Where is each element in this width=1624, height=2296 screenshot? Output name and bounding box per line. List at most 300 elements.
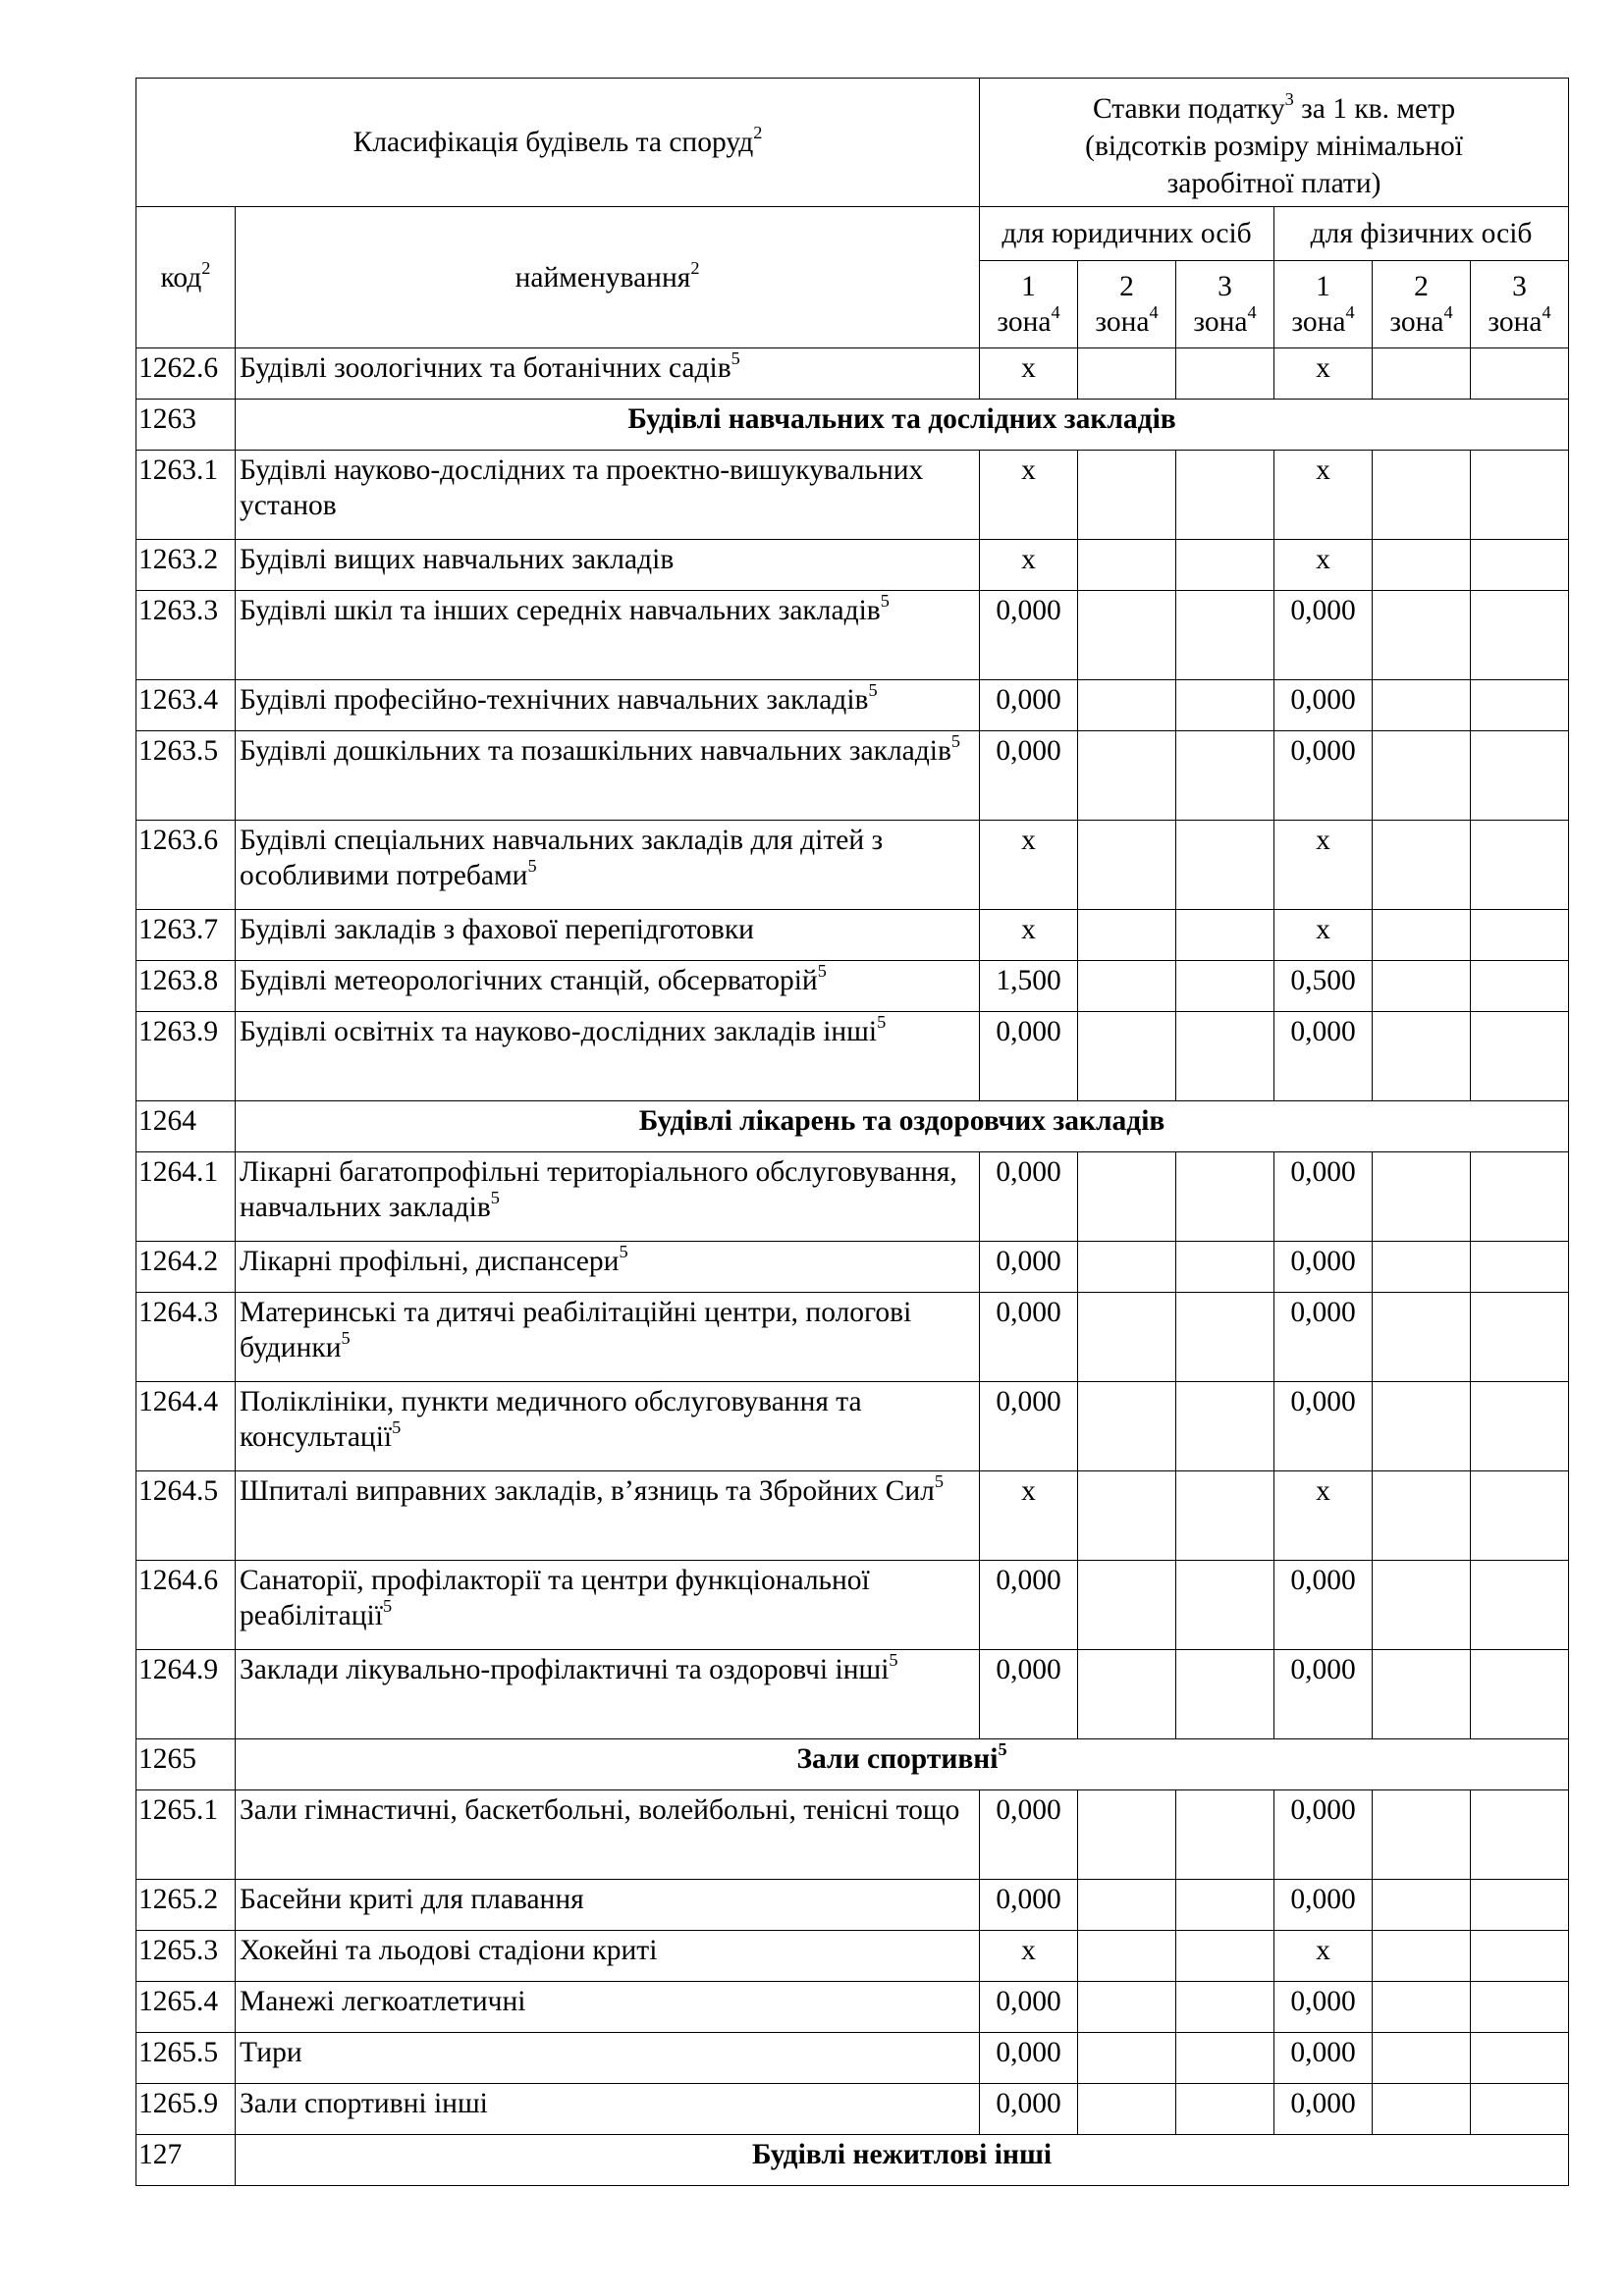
rates-header-unit: за 1 кв. метр [1293, 93, 1456, 125]
section-title [236, 2135, 1569, 2186]
code-cell: 1263.3 [136, 591, 236, 680]
individual-zone3-rate [1471, 1382, 1569, 1471]
table-row [136, 821, 1569, 910]
name-cell [236, 1931, 980, 1982]
zone-number: 2 [1119, 271, 1134, 302]
legal-zone2-rate [1078, 451, 1176, 540]
name-cell [236, 1880, 980, 1931]
footnote-marker: 5 [877, 1012, 887, 1033]
legal-zone3-rate [1176, 961, 1274, 1012]
name-cell [236, 2033, 980, 2084]
section-title [236, 1739, 1569, 1790]
legal-zone3-rate [1176, 2033, 1274, 2084]
legal-zone2-rate [1078, 1382, 1176, 1471]
individual-zone2-rate [1373, 1931, 1471, 1982]
footnote-marker: 5 [868, 680, 878, 701]
legal-zone1-rate: х [980, 1931, 1078, 1982]
footnote-marker: 5 [934, 1471, 944, 1492]
zone-number: 1 [1316, 271, 1330, 302]
footnote-marker: 5 [392, 1417, 402, 1438]
code-cell: 1265.4 [136, 1982, 236, 2033]
name-cell [236, 910, 980, 961]
legal-zone3-rate [1176, 821, 1274, 910]
code-cell: 1263.5 [136, 731, 236, 821]
code-cell: 1264.4 [136, 1382, 236, 1471]
table-row [136, 1152, 1569, 1242]
zone-header-legal-1 [980, 261, 1078, 348]
legal-zone1-rate: 0,000 [980, 591, 1078, 680]
individual-zone1-rate: 0,000 [1274, 2033, 1373, 2084]
legal-zone3-rate [1176, 591, 1274, 680]
footnote-marker: 5 [490, 1188, 500, 1208]
legal-zone1-rate: 0,000 [980, 1242, 1078, 1293]
table-row [136, 731, 1569, 821]
name-text: Басейни криті для плавання [240, 1884, 584, 1915]
code-cell: 1264 [136, 1101, 236, 1152]
code-cell: 127 [136, 2135, 236, 2186]
legal-zone1-rate: 0,000 [980, 1880, 1078, 1931]
name-text: Будівлі спеціальних навчальних закладів для дітей з особливими потребами [240, 825, 884, 891]
legal-zone1-rate: 0,000 [980, 2084, 1078, 2135]
individual-zone3-rate [1471, 591, 1569, 680]
legal-zone3-rate [1176, 2084, 1274, 2135]
legal-zone1-rate: 0,000 [980, 1382, 1078, 1471]
individual-zone2-rate [1373, 1242, 1471, 1293]
section-row [136, 1101, 1569, 1152]
legal-zone3-rate [1176, 1012, 1274, 1101]
name-text: Будівлі науково-дослідних та проектно-вишукувальних установ [240, 454, 924, 521]
individual-zone3-rate [1471, 1012, 1569, 1101]
zone-footnote: 4 [1149, 302, 1159, 323]
legal-zone2-rate [1078, 1790, 1176, 1880]
individual-zone1-rate: 0,000 [1274, 1880, 1373, 1931]
legal-zone3-rate [1176, 731, 1274, 821]
individual-zone1-rate: 0,000 [1274, 731, 1373, 821]
footnote-marker: 5 [880, 591, 890, 612]
legal-zone2-rate [1078, 1650, 1176, 1739]
table-row [136, 1012, 1569, 1101]
zone-header-legal-2 [1078, 261, 1176, 348]
name-text: Заклади лікувально-профілактичні та оздоровчі інші [240, 1654, 890, 1685]
name-text: Будівлі зоологічних та ботанічних садів [240, 352, 731, 384]
legal-zone3-rate [1176, 1982, 1274, 2033]
name-cell [236, 1293, 980, 1382]
zone-number: 3 [1512, 271, 1527, 302]
legal-zone1-rate: 1,500 [980, 961, 1078, 1012]
individual-zone2-rate [1373, 910, 1471, 961]
individual-zone3-rate [1471, 348, 1569, 400]
legal-zone3-rate [1176, 680, 1274, 731]
individual-zone3-rate [1471, 2033, 1569, 2084]
name-text: Будівлі освітніх та науково-дослідних закладів інші [240, 1016, 878, 1047]
legal-zone1-rate: 0,000 [980, 1790, 1078, 1880]
name-cell [236, 1982, 980, 2033]
name-cell [236, 1152, 980, 1242]
code-cell: 1265.3 [136, 1931, 236, 1982]
legal-zone2-rate [1078, 1471, 1176, 1561]
name-text: Зали гімнастичні, баскетбольні, волейбольні, тенісні тощо [240, 1794, 960, 1826]
footnote-marker: 5 [382, 1596, 393, 1617]
individual-zone3-rate [1471, 821, 1569, 910]
footnote-marker: 5 [950, 731, 961, 752]
name-header [236, 207, 980, 348]
legal-zone1-rate: 0,000 [980, 1152, 1078, 1242]
table-row [136, 1382, 1569, 1471]
individual-zone2-rate [1373, 1880, 1471, 1931]
legal-zone1-rate: х [980, 540, 1078, 591]
individual-zone3-rate [1471, 1152, 1569, 1242]
rates-header-line2: (відсотків розміру мінімальної [1085, 131, 1463, 162]
legal-entities-header: для юридичних осіб [980, 207, 1274, 261]
name-text: Будівлі метеорологічних станцій, обсерваторій [240, 965, 818, 996]
footnote-marker: 5 [619, 1242, 628, 1262]
zone-label: зона [1488, 306, 1543, 338]
individual-zone3-rate [1471, 1790, 1569, 1880]
name-cell [236, 680, 980, 731]
table-row [136, 1931, 1569, 1982]
classification-header-label: Класифікація будівель та споруд [352, 127, 754, 158]
individual-zone1-rate: 0,000 [1274, 1382, 1373, 1471]
legal-zone3-rate [1176, 1561, 1274, 1650]
zone-number: 3 [1218, 271, 1232, 302]
table-row [136, 1650, 1569, 1739]
name-cell [236, 731, 980, 821]
legal-zone1-rate: х [980, 348, 1078, 400]
legal-zone3-rate [1176, 1650, 1274, 1739]
footnote-marker: 5 [889, 1650, 898, 1671]
legal-zone3-rate [1176, 1382, 1274, 1471]
legal-zone3-rate [1176, 540, 1274, 591]
legal-zone1-rate: 0,000 [980, 1012, 1078, 1101]
legal-zone3-rate [1176, 1880, 1274, 1931]
code-header-label: код [160, 261, 202, 294]
rates-header-line3: заробітної плати) [1166, 168, 1381, 199]
zone-footnote: 4 [1345, 302, 1355, 323]
name-text: Санаторії, профілакторії та центри функціональної реабілітації [240, 1565, 870, 1631]
zone-header-individual-1 [1274, 261, 1373, 348]
legal-zone2-rate [1078, 1152, 1176, 1242]
name-cell [236, 591, 980, 680]
table-row [136, 2084, 1569, 2135]
individual-zone2-rate [1373, 1382, 1471, 1471]
table-row [136, 1293, 1569, 1382]
section-title-text: Будівлі лікарень та оздоровчих закладів [638, 1105, 1165, 1137]
individual-zone3-rate [1471, 2084, 1569, 2135]
legal-zone3-rate [1176, 1931, 1274, 1982]
code-cell: 1263.6 [136, 821, 236, 910]
individual-zone1-rate: 0,000 [1274, 1790, 1373, 1880]
classification-header [136, 79, 980, 207]
zone-label: зона [1193, 306, 1248, 338]
zone-footnote: 4 [1542, 302, 1551, 323]
code-cell: 1263.2 [136, 540, 236, 591]
name-cell [236, 540, 980, 591]
individual-zone3-rate [1471, 1931, 1569, 1982]
individual-zone1-rate: х [1274, 451, 1373, 540]
legal-zone1-rate: 0,000 [980, 680, 1078, 731]
individual-zone3-rate [1471, 540, 1569, 591]
individual-zone2-rate [1373, 1561, 1471, 1650]
legal-zone3-rate [1176, 348, 1274, 400]
rates-header [980, 79, 1569, 207]
legal-zone2-rate [1078, 348, 1176, 400]
name-cell [236, 821, 980, 910]
legal-zone2-rate [1078, 1880, 1176, 1931]
name-text: Зали спортивні інші [240, 2088, 488, 2119]
table-row [136, 961, 1569, 1012]
individual-zone3-rate [1471, 1982, 1569, 2033]
table-row [136, 591, 1569, 680]
code-header [136, 207, 236, 348]
individual-zone1-rate: х [1274, 1931, 1373, 1982]
individual-zone1-rate: х [1274, 540, 1373, 591]
legal-zone1-rate: х [980, 910, 1078, 961]
name-text: Будівлі дошкільних та позашкільних навчальних закладів [240, 735, 951, 767]
name-text: Будівлі закладів з фахової перепідготовки [240, 914, 754, 945]
section-title-text: Зали спортивні [796, 1743, 999, 1775]
name-cell [236, 348, 980, 400]
individual-zone1-rate: х [1274, 821, 1373, 910]
zone-header-individual-2 [1373, 261, 1471, 348]
individual-zone3-rate [1471, 1561, 1569, 1650]
code-cell: 1263 [136, 400, 236, 451]
legal-zone3-rate [1176, 1790, 1274, 1880]
individual-zone2-rate [1373, 1982, 1471, 2033]
legal-zone2-rate [1078, 2033, 1176, 2084]
zone-number: 1 [1021, 271, 1036, 302]
name-text: Манежі легкоатлетичні [240, 1986, 526, 2017]
legal-zone2-rate [1078, 1012, 1176, 1101]
section-title [236, 400, 1569, 451]
individual-zone2-rate [1373, 451, 1471, 540]
legal-zone3-rate [1176, 451, 1274, 540]
classification-footnote: 2 [753, 123, 763, 143]
individual-zone1-rate: 0,500 [1274, 961, 1373, 1012]
individual-zone2-rate [1373, 1012, 1471, 1101]
individual-zone1-rate: 0,000 [1274, 1293, 1373, 1382]
legal-zone2-rate [1078, 731, 1176, 821]
legal-zone1-rate: 0,000 [980, 731, 1078, 821]
zone-footnote: 4 [1247, 302, 1257, 323]
footnote-marker: 5 [527, 856, 537, 877]
code-cell: 1263.8 [136, 961, 236, 1012]
individual-zone2-rate [1373, 540, 1471, 591]
legal-zone2-rate [1078, 1242, 1176, 1293]
individual-zone3-rate [1471, 1650, 1569, 1739]
individual-zone3-rate [1471, 1471, 1569, 1561]
individual-zone2-rate [1373, 1790, 1471, 1880]
footnote-marker: 5 [998, 1739, 1007, 1760]
individual-zone1-rate: 0,000 [1274, 1012, 1373, 1101]
code-cell: 1264.6 [136, 1561, 236, 1650]
legal-zone2-rate [1078, 680, 1176, 731]
section-title-text: Будівлі навчальних та дослідних закладів [627, 403, 1176, 435]
name-footnote: 2 [690, 257, 700, 278]
code-cell: 1263.7 [136, 910, 236, 961]
individual-zone2-rate [1373, 1650, 1471, 1739]
individual-zone1-rate: 0,000 [1274, 2084, 1373, 2135]
footnote-marker: 5 [731, 348, 740, 369]
section-title-text: Будівлі нежитлові інші [752, 2139, 1053, 2170]
rates-footnote: 3 [1284, 89, 1294, 110]
legal-zone1-rate: 0,000 [980, 1293, 1078, 1382]
name-text: Тири [240, 2037, 302, 2068]
individual-zone1-rate: 0,000 [1274, 680, 1373, 731]
section-title [236, 1101, 1569, 1152]
individual-zone2-rate [1373, 1293, 1471, 1382]
section-row [136, 1739, 1569, 1790]
individual-zone3-rate [1471, 910, 1569, 961]
table-row [136, 1982, 1569, 2033]
individual-zone2-rate [1373, 731, 1471, 821]
legal-zone3-rate [1176, 1242, 1274, 1293]
legal-zone1-rate: 0,000 [980, 2033, 1078, 2084]
legal-zone2-rate [1078, 591, 1176, 680]
legal-zone1-rate: х [980, 821, 1078, 910]
name-cell [236, 1471, 980, 1561]
individual-zone3-rate [1471, 1293, 1569, 1382]
zone-number: 2 [1414, 271, 1429, 302]
legal-zone2-rate [1078, 540, 1176, 591]
individual-zone3-rate [1471, 1880, 1569, 1931]
name-text: Шпиталі виправних закладів, в’язниць та Збройних Сил [240, 1475, 935, 1507]
code-cell: 1265.2 [136, 1880, 236, 1931]
individual-zone1-rate: 0,000 [1274, 1982, 1373, 2033]
code-cell: 1263.4 [136, 680, 236, 731]
table-row [136, 1790, 1569, 1880]
name-cell [236, 2084, 980, 2135]
zone-header-individual-3 [1471, 261, 1569, 348]
legal-zone2-rate [1078, 1293, 1176, 1382]
legal-zone3-rate [1176, 910, 1274, 961]
table-row [136, 910, 1569, 961]
individual-zone1-rate: 0,000 [1274, 1152, 1373, 1242]
zone-label: зона [1291, 306, 1346, 338]
code-cell: 1264.1 [136, 1152, 236, 1242]
name-header-label: найменування [514, 261, 691, 294]
table-row [136, 1561, 1569, 1650]
name-text: Поліклініки, пункти медичного обслуговування та консультації [240, 1386, 862, 1453]
individual-zone3-rate [1471, 731, 1569, 821]
legal-zone1-rate: 0,000 [980, 1650, 1078, 1739]
name-text: Будівлі шкіл та інших середніх навчальних закладів [240, 595, 881, 626]
legal-zone2-rate [1078, 2084, 1176, 2135]
code-cell: 1265.1 [136, 1790, 236, 1880]
zone-label: зона [997, 306, 1052, 338]
zone-label: зона [1095, 306, 1150, 338]
individual-zone2-rate [1373, 591, 1471, 680]
code-cell: 1263.9 [136, 1012, 236, 1101]
zone-footnote: 4 [1443, 302, 1453, 323]
legal-zone3-rate [1176, 1471, 1274, 1561]
legal-zone1-rate: 0,000 [980, 1982, 1078, 2033]
name-text: Лікарні профільні, диспансери [240, 1246, 620, 1277]
legal-zone2-rate [1078, 910, 1176, 961]
legal-zone2-rate [1078, 1982, 1176, 2033]
table-row [136, 2033, 1569, 2084]
table-row [136, 451, 1569, 540]
code-cell: 1264.3 [136, 1293, 236, 1382]
name-cell [236, 1242, 980, 1293]
legal-zone3-rate [1176, 1152, 1274, 1242]
code-cell: 1262.6 [136, 348, 236, 400]
code-cell: 1265.5 [136, 2033, 236, 2084]
name-text: Лікарні багатопрофільні територіального обслуговування, навчальних закладів [240, 1156, 957, 1223]
table-row [136, 348, 1569, 400]
name-cell [236, 1382, 980, 1471]
individuals-header: для фізичних осіб [1274, 207, 1569, 261]
legal-zone1-rate: 0,000 [980, 1561, 1078, 1650]
legal-zone1-rate: х [980, 1471, 1078, 1561]
footnote-marker: 5 [817, 961, 827, 982]
individual-zone1-rate: х [1274, 910, 1373, 961]
legal-zone2-rate [1078, 1561, 1176, 1650]
individual-zone2-rate [1373, 680, 1471, 731]
individual-zone2-rate [1373, 1152, 1471, 1242]
table-row [136, 680, 1569, 731]
zone-label: зона [1389, 306, 1444, 338]
name-cell [236, 1561, 980, 1650]
individual-zone3-rate [1471, 961, 1569, 1012]
individual-zone1-rate: х [1274, 1471, 1373, 1561]
name-cell [236, 1790, 980, 1880]
individual-zone1-rate: 0,000 [1274, 1242, 1373, 1293]
table-row [136, 1880, 1569, 1931]
zone-footnote: 4 [1051, 302, 1060, 323]
individual-zone2-rate [1373, 348, 1471, 400]
name-text: Материнські та дитячі реабілітаційні центри, пологові будинки [240, 1297, 912, 1363]
table-row [136, 1471, 1569, 1561]
individual-zone2-rate [1373, 2084, 1471, 2135]
table-row [136, 1242, 1569, 1293]
zone-header-legal-3 [1176, 261, 1274, 348]
individual-zone3-rate [1471, 1242, 1569, 1293]
name-text: Будівлі вищих навчальних закладів [240, 544, 675, 575]
individual-zone1-rate: 0,000 [1274, 591, 1373, 680]
rates-header-label: Ставки податку [1092, 93, 1285, 125]
individual-zone1-rate: 0,000 [1274, 1650, 1373, 1739]
legal-zone2-rate [1078, 1931, 1176, 1982]
code-cell: 1263.1 [136, 451, 236, 540]
footnote-marker: 5 [341, 1328, 351, 1349]
section-row [136, 400, 1569, 451]
name-cell [236, 451, 980, 540]
individual-zone1-rate: 0,000 [1274, 1561, 1373, 1650]
legal-zone1-rate: х [980, 451, 1078, 540]
code-footnote: 2 [201, 257, 211, 278]
name-cell [236, 1650, 980, 1739]
code-cell: 1264.2 [136, 1242, 236, 1293]
legal-zone2-rate [1078, 821, 1176, 910]
name-cell [236, 961, 980, 1012]
individual-zone2-rate [1373, 1471, 1471, 1561]
section-row [136, 2135, 1569, 2186]
code-cell: 1264.9 [136, 1650, 236, 1739]
code-cell: 1264.5 [136, 1471, 236, 1561]
name-cell [236, 1012, 980, 1101]
code-cell: 1265 [136, 1739, 236, 1790]
tax-rates-table [135, 78, 1569, 2186]
individual-zone3-rate [1471, 451, 1569, 540]
code-cell: 1265.9 [136, 2084, 236, 2135]
name-text: Хокейні та льодові стадіони криті [240, 1935, 658, 1966]
name-text: Будівлі професійно-технічних навчальних закладів [240, 684, 869, 716]
individual-zone2-rate [1373, 2033, 1471, 2084]
individual-zone2-rate [1373, 961, 1471, 1012]
legal-zone3-rate [1176, 1293, 1274, 1382]
individual-zone1-rate: х [1274, 348, 1373, 400]
legal-zone2-rate [1078, 961, 1176, 1012]
